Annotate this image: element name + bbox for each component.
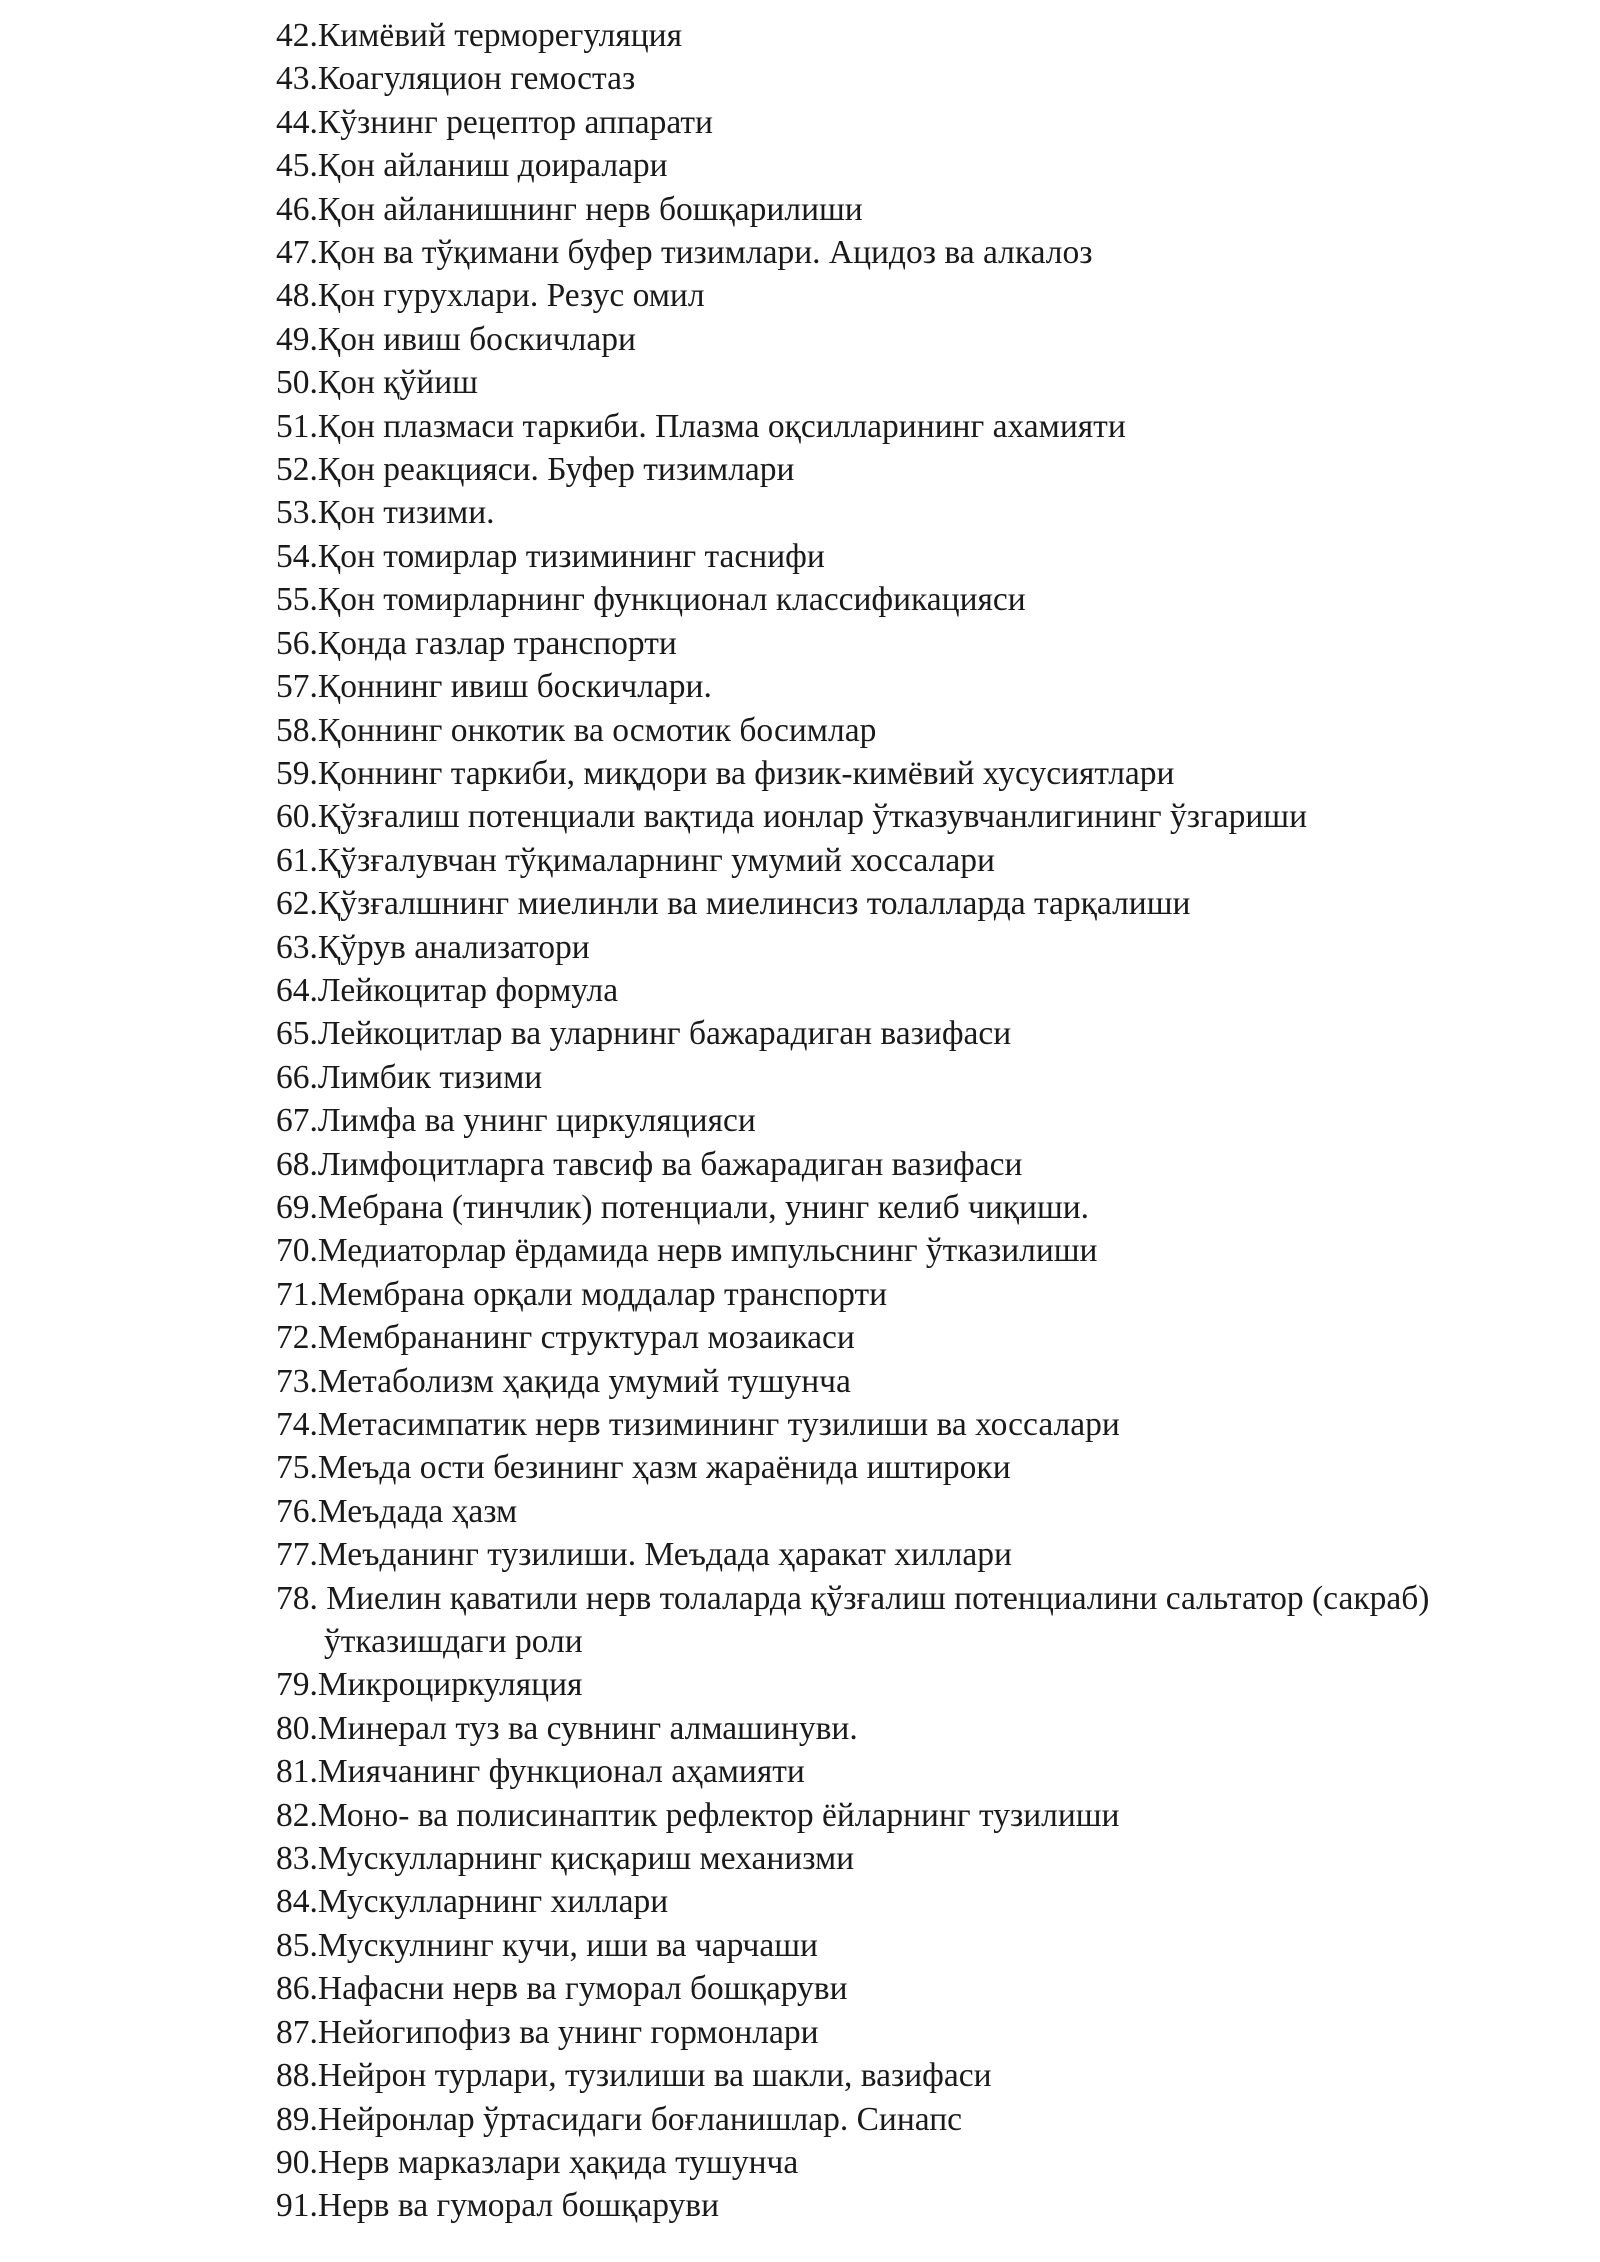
list-item: 77.Меъданинг тузилиши. Меъдада ҳаракат хиллари [276, 1536, 1012, 1574]
list-item: 52.Қон реакцияси. Буфер тизимлари [276, 451, 795, 489]
list-item: 87.Нейогипофиз ва унинг гормонлари [276, 2013, 819, 2051]
list-item: 89.Нейронлар ўртасидаги боғланишлар. Синапс [276, 2100, 963, 2138]
list-item: 58.Қоннинг онкотик ва осмотик босимлар [276, 711, 877, 749]
list-item: 64.Лейкоцитар формула [276, 971, 619, 1009]
list-item: 83.Мускулларнинг қисқариш механизми [276, 1840, 855, 1878]
list-item: 62.Қўзғалшнинг миелинли ва миелинсиз толалларда тарқалиши [276, 885, 1191, 923]
list-item: 65.Лейкоцитлар ва уларнинг бажарадиган вазифаси [276, 1015, 1012, 1053]
list-item: 90.Нерв марказлари ҳақида тушунча [276, 2143, 799, 2181]
list-item: 47.Қон ва тўқимани буфер тизимлари. Ацидоз ва алкалоз [276, 234, 1093, 272]
list-item: 81.Миячанинг функционал аҳамияти [276, 1753, 805, 1791]
list-item: 43.Коагуляцион гемостаз [276, 60, 636, 98]
list-item: 91.Нерв ва гуморал бошқаруви [276, 2187, 720, 2225]
list-item: 56.Қонда газлар транспорти [276, 624, 677, 662]
list-item: 69.Мебрана (тинчлик) потенциали, унинг келиб чиқиши. [276, 1188, 1090, 1226]
list-item: 88.Нейрон турлари, тузилиши ва шакли, вазифаси [276, 2057, 992, 2095]
list-item: 72.Мембрананинг структурал мозаикаси [276, 1319, 855, 1357]
list-item: 73.Метаболизм ҳақида умумий тушунча [276, 1362, 851, 1400]
list-item: 54.Қон томирлар тизимининг таснифи [276, 537, 825, 575]
list-item: 84.Мускулларнинг хиллари [276, 1883, 669, 1921]
list-item: 71.Мембрана орқали моддалар транспорти [276, 1275, 888, 1313]
list-item: 66.Лимбик тизими [276, 1058, 543, 1096]
list-item: 50.Қон қўйиш [276, 364, 478, 402]
list-item: 53.Қон тизими. [276, 494, 495, 532]
list-item: 67.Лимфа ва унинг циркуляцияси [276, 1102, 756, 1140]
list-item: 74.Метасимпатик нерв тизимининг тузилиши ва хоссалари [276, 1406, 1120, 1443]
list-item: 75.Меъда ости безининг ҳазм жараёнида иштироки [276, 1449, 1011, 1487]
list-item: 48.Қон гурухлари. Резус омил [276, 277, 705, 315]
list-item: 55.Қон томирларнинг функционал классификацияси [276, 581, 1026, 619]
list-item: 61.Қўзғалувчан тўқималарнинг умумий хоссалари [276, 841, 995, 879]
list-item: 60.Қўзғалиш потенциали вақтида ионлар ўтказувчанлигининг ўзгариши [276, 798, 1308, 836]
list-item: 46.Қон айланишнинг нерв бошқарилиши [276, 190, 863, 228]
list-item: 78. Миелин қаватили нерв толаларда қўзғалиш потенциалини сальтатор (сакраб) ўтказишдаги роли [276, 1579, 1430, 1661]
list-item: 86.Нафасни нерв ва гуморал бошқаруви [276, 1970, 848, 2008]
list-item: 76.Меъдада ҳазм [276, 1492, 518, 1530]
list-item: 45.Қон айланиш доиралари [276, 147, 668, 185]
list-item: 49.Қон ивиш боскичлари [276, 320, 636, 358]
list-item: 57.Қоннинг ивиш боскичлари. [276, 668, 712, 706]
list-item: 80.Минерал туз ва сувнинг алмашинуви. [276, 1709, 858, 1747]
list-item: 70.Медиаторлар ёрдамида нерв импульснинг ўтказилиши [276, 1232, 1098, 1270]
list-item: 63.Қўрув анализатори [276, 928, 590, 966]
list-item: 51.Қон плазмаси таркиби. Плазма оқсилларининг ахамияти [276, 407, 1126, 445]
list-item: 82.Моно- ва полисинаптик рефлектор ёйларнинг тузилиши [276, 1796, 1120, 1834]
list-item: 79.Микроциркуляция [276, 1666, 583, 1704]
list-item: 85.Мускулнинг кучи, иши ва чарчаши [276, 1926, 818, 1964]
topic-list [276, 14, 1576, 2228]
list-item: 68.Лимфоцитларга тавсиф ва бажарадиган вазифаси [276, 1145, 1023, 1183]
list-item: 42.Кимёвий терморегуляция [276, 17, 682, 54]
list-item: 44.Кўзнинг рецептор аппарати [276, 103, 713, 141]
list-item: 59.Қоннинг таркиби, миқдори ва физик-кимёвий хусусиятлари [276, 754, 1175, 792]
